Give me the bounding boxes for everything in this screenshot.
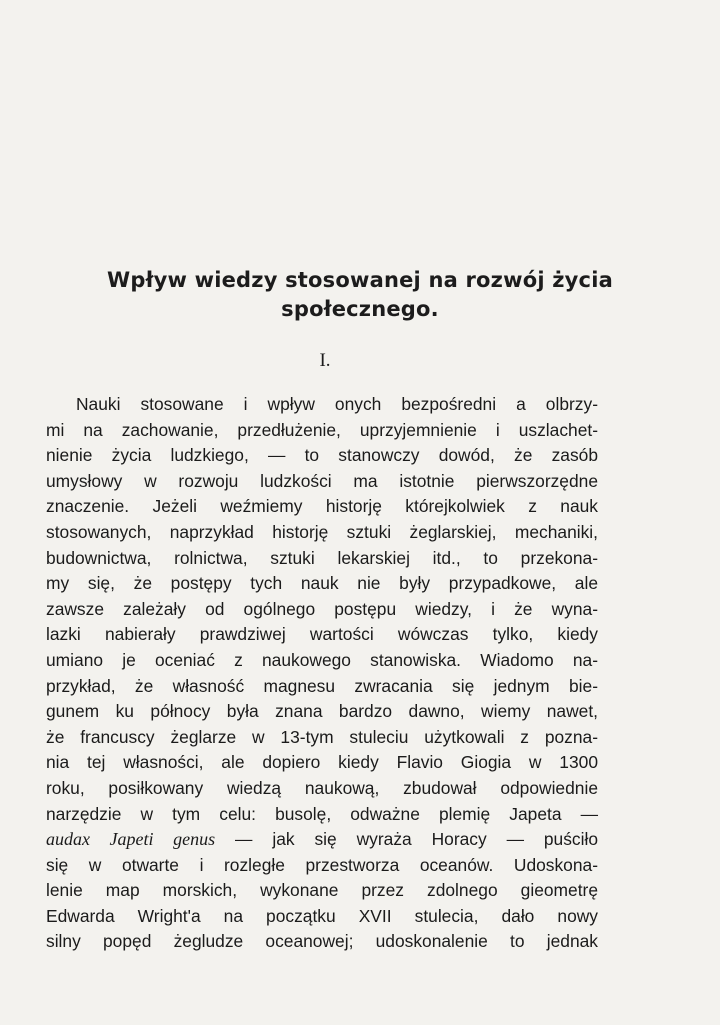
text-line: lazki nabierały prawdziwej wartości wówczas tylko, kiedy xyxy=(46,624,598,645)
text-line: Nauki stosowane i wpływ onych bezpośredni a olbrzy- xyxy=(76,394,598,414)
text-line: nia tej własności, ale dopiero kiedy Flavio Giogia w 1300 xyxy=(46,752,598,773)
text-line: budownictwa, rolnictwa, sztuki lekarskiej itd., to przekona- xyxy=(46,547,598,568)
chapter-title-line-1: Wpływ wiedzy stosowanej na rozwój życia xyxy=(107,268,613,292)
text-line: znaczenie. Jeżeli weźmiemy historję którejkolwiek z nauk xyxy=(46,496,598,517)
text-line: roku, posiłkowany wiedzą naukową, zbudował odpowiednie xyxy=(46,777,598,798)
text-line: umysłowy w rozwoju ludzkości ma istotnie pierwszorzędne xyxy=(46,470,598,491)
text-line: stosowanych, naprzykład historję sztuki żeglarskiej, mechaniki, xyxy=(46,521,598,542)
text-line: zawsze zależały od ogólnego postępu wiedzy, i że wyna- xyxy=(46,598,598,619)
text-line: nienie życia ludzkiego, — to stanowczy dowód, że zasób xyxy=(46,445,598,466)
latin-quote: audax Japeti genus xyxy=(46,829,216,850)
text-line: narzędzie w tym celu: busolę, odważne plemię Japeta — xyxy=(46,803,598,824)
text-line: lenie map morskich, wykonane przez zdolnego gieometrę xyxy=(46,880,598,901)
text-line: przykład, że własność magnesu zwracania się jednym bie- xyxy=(46,675,598,696)
text-line: że francuscy żeglarze w 13-tym stuleciu użytkowali z pozna- xyxy=(46,726,598,747)
text-line: mi na zachowanie, przedłużenie, uprzyjemnienie i uszlachet- xyxy=(46,419,598,440)
text-line: się w otwarte i rozległe przestworza oceanów. Udoskona- xyxy=(46,854,598,875)
text-line: silny popęd żegludze oceanowej; udoskonalenie to jednak xyxy=(46,931,598,952)
text-line: umiano je oceniać z naukowego stanowiska. Wiadomo na- xyxy=(46,649,598,670)
text-line-with-quote xyxy=(46,827,598,853)
chapter-title-line-2: społecznego. xyxy=(281,297,439,321)
text-line: gunem ku północy była znana bardzo dawno, wiemy nawet, xyxy=(46,701,598,722)
text-line: Edwarda Wright'a na początku XVII stulecia, dało nowy xyxy=(46,905,598,926)
text-line: my się, że postępy tych nauk nie były przypadkowe, ale xyxy=(46,573,598,594)
section-number: I. xyxy=(319,350,331,371)
text-line-rest: — jak się wyraża Horacy — puściło xyxy=(215,829,599,850)
body-paragraph xyxy=(46,392,598,955)
